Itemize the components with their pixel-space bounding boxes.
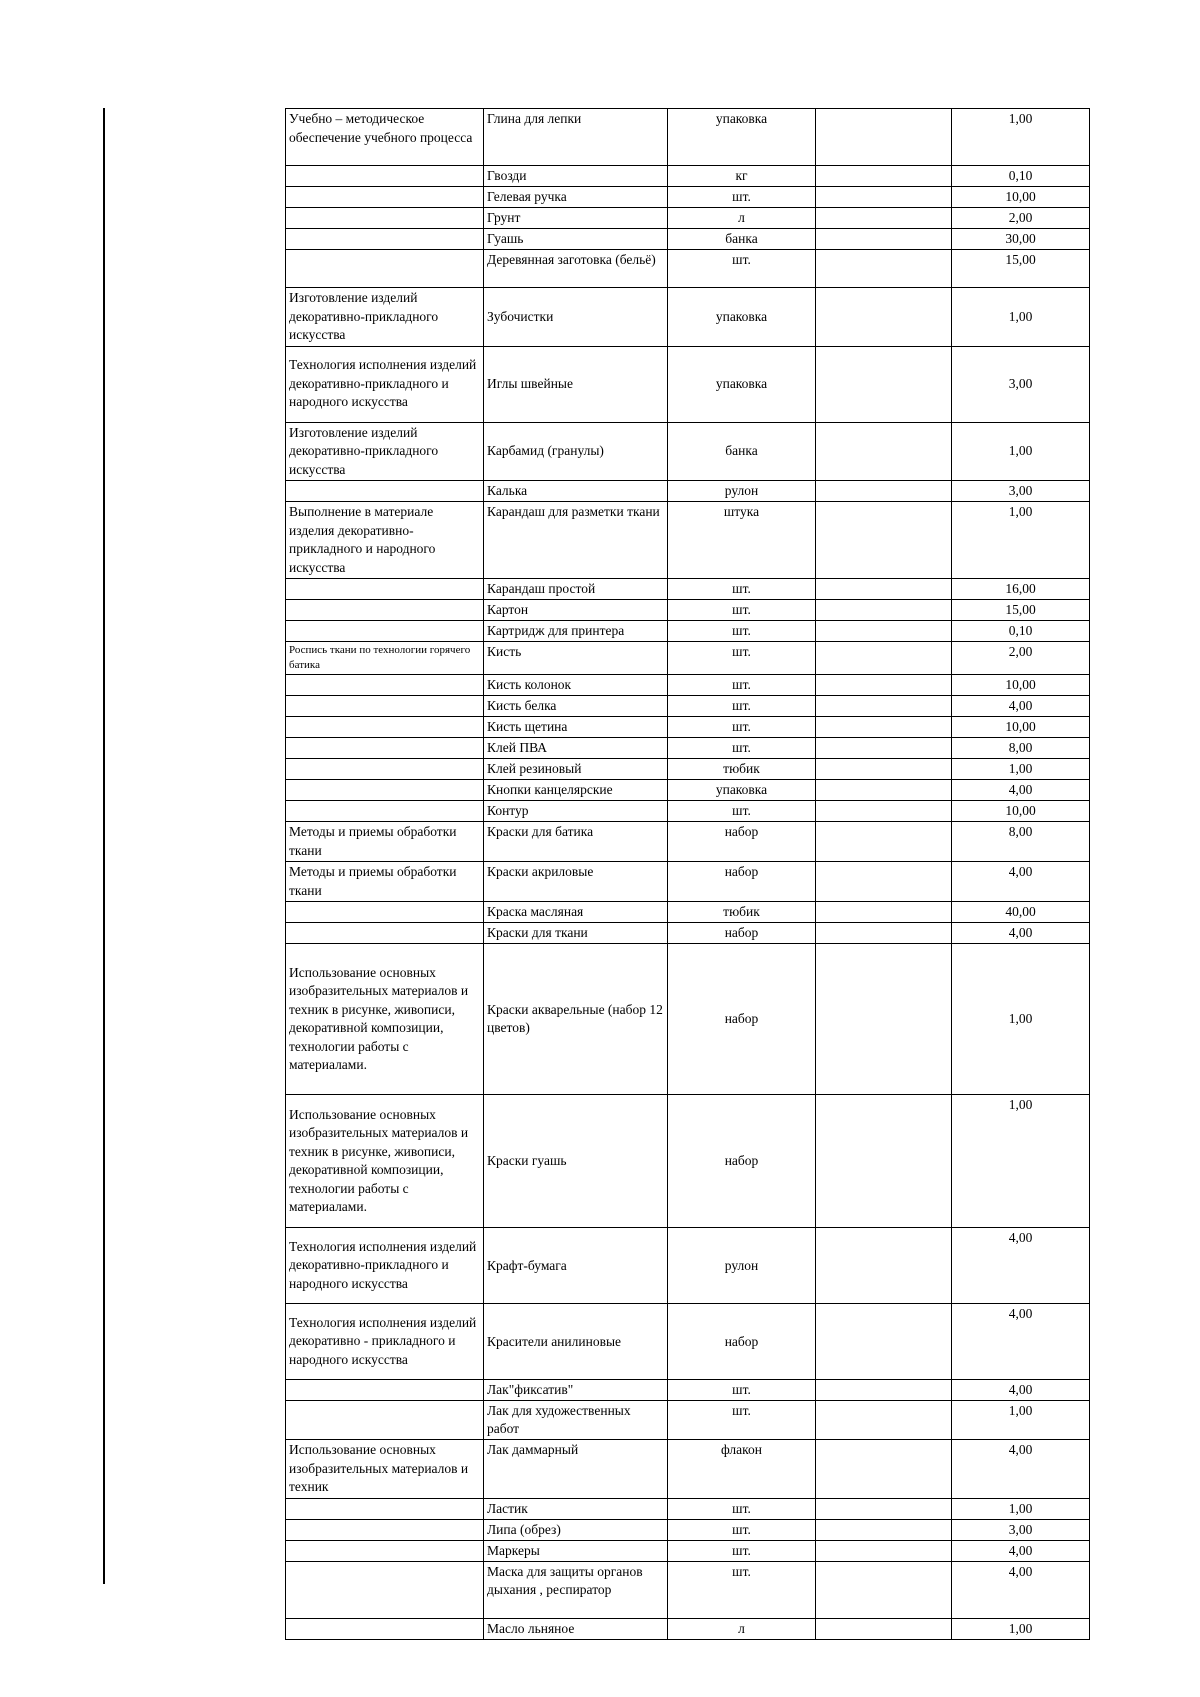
table-row <box>286 696 1090 717</box>
table-row <box>286 717 1090 738</box>
material-name-cell: Карандаш простой <box>484 579 668 600</box>
material-name-cell: Контур <box>484 801 668 822</box>
table-row <box>286 1618 1090 1639</box>
topic-cell <box>286 187 484 208</box>
topic-cell <box>286 780 484 801</box>
table-row <box>286 600 1090 621</box>
unit-cell: упаковка <box>668 346 816 422</box>
table-row <box>286 944 1090 1095</box>
empty-cell <box>816 502 952 579</box>
topic-cell <box>286 902 484 923</box>
topic-cell <box>286 1561 484 1618</box>
material-name-cell: Грунт <box>484 208 668 229</box>
empty-cell <box>816 1304 952 1380</box>
table-row <box>286 579 1090 600</box>
material-name-cell: Ластик <box>484 1498 668 1519</box>
quantity-cell: 1,00 <box>952 288 1090 347</box>
unit-cell: шт. <box>668 1498 816 1519</box>
unit-cell: шт. <box>668 738 816 759</box>
empty-cell <box>816 822 952 862</box>
topic-cell <box>286 696 484 717</box>
empty-cell <box>816 208 952 229</box>
unit-cell: флакон <box>668 1440 816 1499</box>
material-name-cell: Картон <box>484 600 668 621</box>
quantity-cell: 4,00 <box>952 696 1090 717</box>
topic-cell: Роспись ткани по технологии горячего батика <box>286 642 484 675</box>
quantity-cell: 10,00 <box>952 187 1090 208</box>
material-name-cell: Кисть <box>484 642 668 675</box>
empty-cell <box>816 1618 952 1639</box>
material-name-cell: Кисть колонок <box>484 675 668 696</box>
material-name-cell: Крафт-бумага <box>484 1228 668 1304</box>
table-row <box>286 1095 1090 1228</box>
quantity-cell: 2,00 <box>952 642 1090 675</box>
unit-cell: шт. <box>668 187 816 208</box>
topic-cell: Изготовление изделий декоративно-прикладного искусства <box>286 422 484 481</box>
quantity-cell: 0,10 <box>952 621 1090 642</box>
table-row <box>286 642 1090 675</box>
empty-cell <box>816 801 952 822</box>
quantity-cell: 3,00 <box>952 481 1090 502</box>
material-name-cell: Карандаш для разметки ткани <box>484 502 668 579</box>
unit-cell: шт. <box>668 1519 816 1540</box>
quantity-cell: 10,00 <box>952 675 1090 696</box>
quantity-cell: 4,00 <box>952 1561 1090 1618</box>
materials-table <box>285 108 1090 1640</box>
topic-cell <box>286 208 484 229</box>
topic-cell <box>286 621 484 642</box>
unit-cell: упаковка <box>668 288 816 347</box>
empty-cell <box>816 780 952 801</box>
material-name-cell: Глина для лепки <box>484 109 668 166</box>
material-name-cell: Маска для защиты органов дыхания , респиратор <box>484 1561 668 1618</box>
topic-cell: Технология исполнения изделий декоративно - прикладного и народного искусства <box>286 1304 484 1380</box>
table-row <box>286 481 1090 502</box>
empty-cell <box>816 346 952 422</box>
topic-cell <box>286 738 484 759</box>
unit-cell: банка <box>668 422 816 481</box>
quantity-cell: 4,00 <box>952 1304 1090 1380</box>
material-name-cell: Краски акварельные (набор 12 цветов) <box>484 944 668 1095</box>
topic-cell <box>286 1618 484 1639</box>
unit-cell: тюбик <box>668 902 816 923</box>
unit-cell: упаковка <box>668 780 816 801</box>
material-name-cell: Липа (обрез) <box>484 1519 668 1540</box>
empty-cell <box>816 1540 952 1561</box>
unit-cell: банка <box>668 229 816 250</box>
empty-cell <box>816 642 952 675</box>
unit-cell: шт. <box>668 801 816 822</box>
table-row <box>286 208 1090 229</box>
topic-cell <box>286 166 484 187</box>
empty-cell <box>816 923 952 944</box>
empty-cell <box>816 600 952 621</box>
material-name-cell: Калька <box>484 481 668 502</box>
unit-cell: набор <box>668 1304 816 1380</box>
topic-cell <box>286 675 484 696</box>
quantity-cell: 1,00 <box>952 422 1090 481</box>
table-row <box>286 923 1090 944</box>
topic-cell <box>286 759 484 780</box>
table-row <box>286 759 1090 780</box>
empty-cell <box>816 717 952 738</box>
unit-cell: шт. <box>668 579 816 600</box>
empty-cell <box>816 229 952 250</box>
quantity-cell: 1,00 <box>952 1618 1090 1639</box>
unit-cell: шт. <box>668 1561 816 1618</box>
topic-cell: Выполнение в материале изделия декоративно-прикладного и народного искусства <box>286 502 484 579</box>
quantity-cell: 3,00 <box>952 346 1090 422</box>
table-row <box>286 780 1090 801</box>
material-name-cell: Краски для ткани <box>484 923 668 944</box>
unit-cell: шт. <box>668 1401 816 1440</box>
table-row <box>286 1498 1090 1519</box>
material-name-cell: Картридж для принтера <box>484 621 668 642</box>
empty-cell <box>816 1519 952 1540</box>
topic-cell <box>286 229 484 250</box>
table-row <box>286 502 1090 579</box>
material-name-cell: Карбамид (гранулы) <box>484 422 668 481</box>
topic-cell <box>286 1519 484 1540</box>
empty-cell <box>816 288 952 347</box>
quantity-cell: 4,00 <box>952 1228 1090 1304</box>
table-row <box>286 1440 1090 1499</box>
topic-cell <box>286 1380 484 1401</box>
empty-cell <box>816 1095 952 1228</box>
table-row <box>286 229 1090 250</box>
topic-cell <box>286 600 484 621</box>
empty-cell <box>816 738 952 759</box>
table-row <box>286 1380 1090 1401</box>
material-name-cell: Краски гуашь <box>484 1095 668 1228</box>
quantity-cell: 0,10 <box>952 166 1090 187</box>
empty-cell <box>816 1401 952 1440</box>
unit-cell: шт. <box>668 675 816 696</box>
unit-cell: набор <box>668 822 816 862</box>
material-name-cell: Клей ПВА <box>484 738 668 759</box>
quantity-cell: 1,00 <box>952 1095 1090 1228</box>
material-name-cell: Красители анилиновые <box>484 1304 668 1380</box>
topic-cell <box>286 1540 484 1561</box>
empty-cell <box>816 579 952 600</box>
empty-cell <box>816 109 952 166</box>
topic-cell: Использование основных изобразительных материалов и техник в рисунке, живописи, декоративной композиции, технологии работы с материалами. <box>286 944 484 1095</box>
topic-cell: Использование основных изобразительных материалов и техник в рисунке, живописи, декоративной композиции, технологии работы с материалами. <box>286 1095 484 1228</box>
topic-cell <box>286 579 484 600</box>
topic-cell: Учебно – методическое обеспечение учебного процесса <box>286 109 484 166</box>
quantity-cell: 1,00 <box>952 944 1090 1095</box>
unit-cell: шт. <box>668 1380 816 1401</box>
table-row <box>286 166 1090 187</box>
topic-cell <box>286 1498 484 1519</box>
unit-cell: л <box>668 1618 816 1639</box>
quantity-cell: 4,00 <box>952 1380 1090 1401</box>
material-name-cell: Лак для художественных работ <box>484 1401 668 1440</box>
table-row <box>286 1540 1090 1561</box>
topic-cell <box>286 801 484 822</box>
table-row <box>286 1561 1090 1618</box>
unit-cell: набор <box>668 1095 816 1228</box>
empty-cell <box>816 187 952 208</box>
material-name-cell: Иглы швейные <box>484 346 668 422</box>
unit-cell: штука <box>668 502 816 579</box>
topic-cell: Использование основных изобразительных материалов и техник <box>286 1440 484 1499</box>
material-name-cell: Гвозди <box>484 166 668 187</box>
topic-cell: Технология исполнения изделий декоративно-прикладного и народного искусства <box>286 346 484 422</box>
topic-cell: Методы и приемы обработки ткани <box>286 822 484 862</box>
topic-cell <box>286 717 484 738</box>
topic-cell: Технология исполнения изделий декоративно-прикладного и народного искусства <box>286 1228 484 1304</box>
topic-cell <box>286 1401 484 1440</box>
empty-cell <box>816 759 952 780</box>
material-name-cell: Лак даммарный <box>484 1440 668 1499</box>
table-row <box>286 1519 1090 1540</box>
quantity-cell: 15,00 <box>952 250 1090 288</box>
table-row <box>286 109 1090 166</box>
material-name-cell: Кнопки канцелярские <box>484 780 668 801</box>
quantity-cell: 2,00 <box>952 208 1090 229</box>
table-row <box>286 1228 1090 1304</box>
table-row <box>286 1401 1090 1440</box>
table-row <box>286 288 1090 347</box>
empty-cell <box>816 1380 952 1401</box>
quantity-cell: 4,00 <box>952 862 1090 902</box>
topic-cell <box>286 481 484 502</box>
table-row <box>286 621 1090 642</box>
quantity-cell: 1,00 <box>952 109 1090 166</box>
table-row <box>286 1304 1090 1380</box>
quantity-cell: 1,00 <box>952 759 1090 780</box>
empty-cell <box>816 1228 952 1304</box>
unit-cell: набор <box>668 923 816 944</box>
unit-cell: набор <box>668 862 816 902</box>
table-row <box>286 346 1090 422</box>
quantity-cell: 16,00 <box>952 579 1090 600</box>
material-name-cell: Маркеры <box>484 1540 668 1561</box>
unit-cell: шт. <box>668 621 816 642</box>
empty-cell <box>816 675 952 696</box>
quantity-cell: 30,00 <box>952 229 1090 250</box>
material-name-cell: Деревянная заготовка (бельё) <box>484 250 668 288</box>
material-name-cell: Гелевая ручка <box>484 187 668 208</box>
quantity-cell: 4,00 <box>952 780 1090 801</box>
empty-cell <box>816 166 952 187</box>
empty-cell <box>816 862 952 902</box>
unit-cell: набор <box>668 944 816 1095</box>
table-row <box>286 738 1090 759</box>
empty-cell <box>816 422 952 481</box>
quantity-cell: 4,00 <box>952 1540 1090 1561</box>
table-row <box>286 187 1090 208</box>
material-name-cell: Краски для батика <box>484 822 668 862</box>
quantity-cell: 15,00 <box>952 600 1090 621</box>
quantity-cell: 4,00 <box>952 1440 1090 1499</box>
material-name-cell: Лак"фиксатив" <box>484 1380 668 1401</box>
materials-table-body <box>286 109 1090 1640</box>
material-name-cell: Краска масляная <box>484 902 668 923</box>
empty-cell <box>816 1440 952 1499</box>
material-name-cell: Кисть белка <box>484 696 668 717</box>
quantity-cell: 10,00 <box>952 801 1090 822</box>
unit-cell: упаковка <box>668 109 816 166</box>
quantity-cell: 4,00 <box>952 923 1090 944</box>
quantity-cell: 8,00 <box>952 822 1090 862</box>
unit-cell: рулон <box>668 1228 816 1304</box>
material-name-cell: Зубочистки <box>484 288 668 347</box>
unit-cell: шт. <box>668 250 816 288</box>
unit-cell: кг <box>668 166 816 187</box>
table-row <box>286 801 1090 822</box>
table-row <box>286 862 1090 902</box>
quantity-cell: 8,00 <box>952 738 1090 759</box>
empty-cell <box>816 481 952 502</box>
empty-cell <box>816 902 952 923</box>
table-row <box>286 822 1090 862</box>
table-row <box>286 675 1090 696</box>
topic-cell <box>286 250 484 288</box>
quantity-cell: 3,00 <box>952 1519 1090 1540</box>
empty-cell <box>816 944 952 1095</box>
unit-cell: шт. <box>668 600 816 621</box>
empty-cell <box>816 1498 952 1519</box>
quantity-cell: 1,00 <box>952 1401 1090 1440</box>
topic-cell: Изготовление изделий декоративно-прикладного искусства <box>286 288 484 347</box>
material-name-cell: Краски акриловые <box>484 862 668 902</box>
quantity-cell: 40,00 <box>952 902 1090 923</box>
page-left-rule <box>103 108 105 1584</box>
unit-cell: шт. <box>668 696 816 717</box>
empty-cell <box>816 1561 952 1618</box>
unit-cell: тюбик <box>668 759 816 780</box>
table-row <box>286 250 1090 288</box>
table-row <box>286 422 1090 481</box>
material-name-cell: Гуашь <box>484 229 668 250</box>
topic-cell <box>286 923 484 944</box>
quantity-cell: 1,00 <box>952 1498 1090 1519</box>
table-row <box>286 902 1090 923</box>
unit-cell: шт. <box>668 717 816 738</box>
empty-cell <box>816 696 952 717</box>
unit-cell: рулон <box>668 481 816 502</box>
unit-cell: шт. <box>668 642 816 675</box>
material-name-cell: Клей резиновый <box>484 759 668 780</box>
topic-cell: Методы и приемы обработки ткани <box>286 862 484 902</box>
material-name-cell: Масло льняное <box>484 1618 668 1639</box>
unit-cell: шт. <box>668 1540 816 1561</box>
empty-cell <box>816 621 952 642</box>
quantity-cell: 10,00 <box>952 717 1090 738</box>
unit-cell: л <box>668 208 816 229</box>
empty-cell <box>816 250 952 288</box>
material-name-cell: Кисть щетина <box>484 717 668 738</box>
quantity-cell: 1,00 <box>952 502 1090 579</box>
